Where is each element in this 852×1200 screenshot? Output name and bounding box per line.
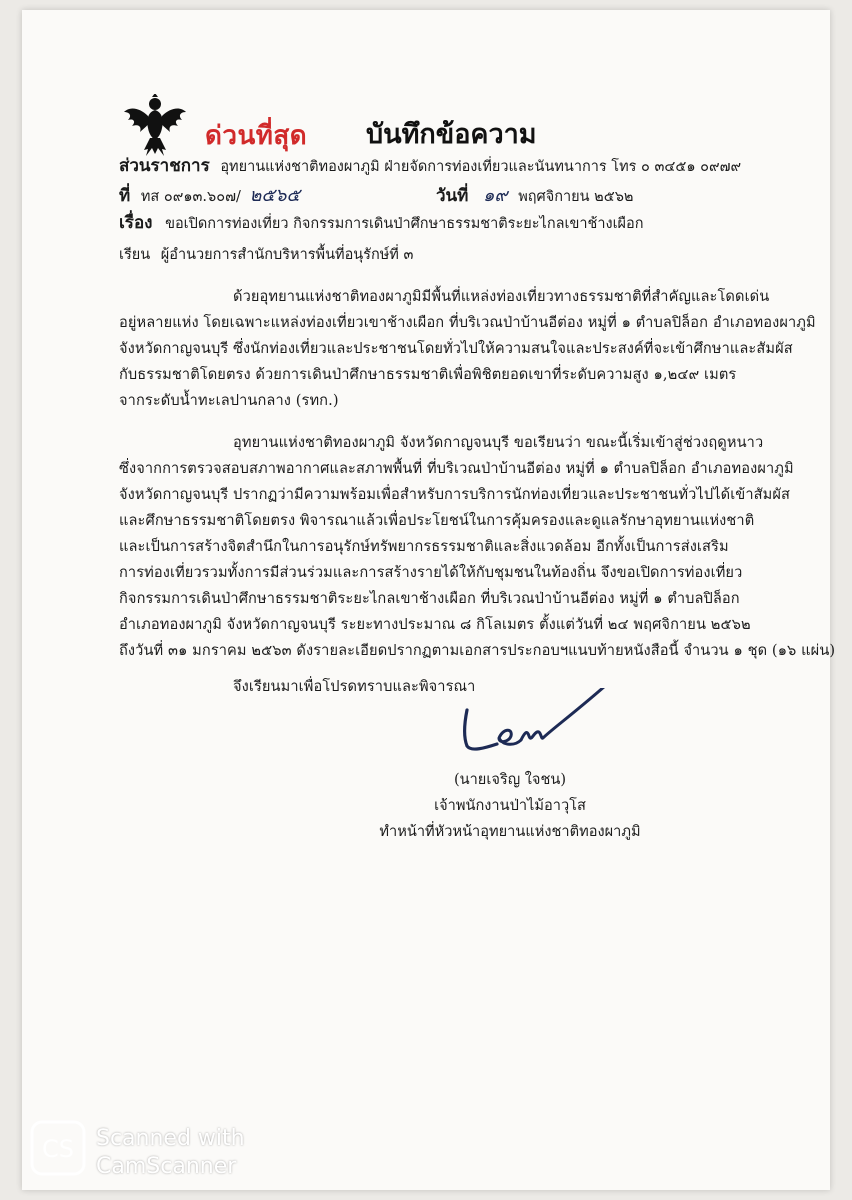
signatory-acting-role: ทำหน้าที่หัวหน้าอุทยานแห่งชาติทองผาภูมิ [379, 823, 641, 840]
paragraph2-line: ถึงวันที่ ๓๑ มกราคม ๒๕๖๓ ดังรายละเอียดปรากฏตามเอกสารประกอบฯแนบท้ายหนังสือนี้ จำนวน ๑ ชุด (๑๖ แผ่น) [119, 642, 836, 659]
signatory-position: เจ้าพนักงานป่าไม้อาวุโส [434, 797, 586, 814]
reference-number: ๒๕๖๕ [249, 185, 301, 206]
recipient-label: เรียน [119, 247, 151, 263]
paragraph1-line: จากระดับน้ำทะเลปานกลาง (รทก.) [119, 392, 339, 409]
agency-label: ส่วนราชการ [119, 156, 210, 176]
date-day: ๑๙ [482, 185, 508, 206]
reference-value: ทส ๐๙๑๓.๖๐๗/ [140, 189, 241, 205]
paragraph2-line: อำเภอทองผาภูมิ จังหวัดกาญจนบุรี ระยะทางประมาณ ๘ กิโลเมตร ตั้งแต่วันที่ ๒๔ พฤศจิกายน ๒๕๖๒ [119, 616, 751, 633]
closing-line: จึงเรียนมาเพื่อโปรดทราบและพิจารณา [233, 678, 476, 695]
garuda-emblem-icon [122, 94, 188, 158]
signatory-name: (นายเจริญ ใจชน) [453, 771, 567, 788]
paragraph2-line: และศึกษาธรรมชาติโดยตรง พิจารณาแล้วเพื่อประโยชน์ในการคุ้มครองและดูแลรักษาอุทยานแห่งชาติ [119, 512, 755, 529]
urgency-stamp: ด่วนที่สุด [205, 121, 308, 151]
svg-text:CS: CS [42, 1135, 74, 1163]
subject-line [119, 209, 644, 236]
camscanner-logo-icon [30, 1120, 86, 1176]
recipient-line [119, 243, 413, 266]
memo-title: บันทึกข้อความ [366, 119, 537, 150]
subject-value: ขอเปิดการท่องเที่ยว กิจกรรมการเดินป่าศึกษาธรรมชาติระยะไกลเขาช้างเผือก [165, 216, 644, 232]
paragraph2-line: กิจกรรมการเดินป่าศึกษาธรรมชาติระยะไกลเขาช้างเผือก ที่บริเวณป่าบ้านอีต่อง หมู่ที่ ๑ ตำบลปิล็อก [119, 590, 740, 607]
paragraph2-line: ซึ่งจากการตรวจสอบสภาพอากาศและสภาพพื้นที่ ที่บริเวณป่าบ้านอีต่อง หมู่ที่ ๑ ตำบลปิล็อก อำเภอทองผาภูมิ [119, 460, 794, 477]
date-value: พฤศจิกายน ๒๕๖๒ [518, 189, 634, 205]
paragraph1-line: ด้วยอุทยานแห่งชาติทองผาภูมิมีพื้นที่แหล่งท่องเที่ยวทางธรรมชาติที่สำคัญและโดดเด่น [233, 288, 770, 305]
agency-line [119, 152, 741, 179]
date-line [436, 180, 633, 209]
agency-value: อุทยานแห่งชาติทองผาภูมิ ฝ่ายจัดการท่องเที่ยวและนันทนาการ โทร ๐ ๓๔๕๑ ๐๙๗๙ [220, 159, 742, 175]
paragraph1-line: จังหวัดกาญจนบุรี ซึ่งนักท่องเที่ยวและประชาชนโดยทั่วไปให้ความสนใจและประสงค์ที่จะเข้าศึกษาและสัมผัส [119, 340, 793, 357]
recipient-value: ผู้อำนวยการสำนักบริหารพื้นที่อนุรักษ์ที่ ๓ [160, 247, 414, 263]
paragraph2-line: จังหวัดกาญจนบุรี ปรากฏว่ามีความพร้อมเพื่อสำหรับการบริการนักท่องเที่ยวและประชาชนทั่วไปได้เข้าสัมผัส [119, 486, 791, 503]
paragraph1-line: กับธรรมชาติโดยตรง ด้วยการเดินป่าศึกษาธรรมชาติเพื่อพิชิตยอดเขาที่ระดับความสูง ๑,๒๔๙ เมตร [119, 366, 737, 383]
subject-label: เรื่อง [119, 213, 153, 233]
handwritten-signature [455, 688, 615, 768]
scanner-watermark-line1: Scanned with [96, 1126, 245, 1151]
reference-label: ที่ [119, 186, 131, 206]
paragraph2-line: และเป็นการสร้างจิตสำนึกในการอนุรักษ์ทรัพยากรธรรมชาติและสิ่งแวดล้อม อีกทั้งเป็นการส่งเสริม [119, 538, 729, 555]
paragraph2-line: อุทยานแห่งชาติทองผาภูมิ จังหวัดกาญจนบุรี ขอเรียนว่า ขณะนี้เริ่มเข้าสู่ช่วงฤดูหนาว [233, 434, 764, 451]
paragraph1-line: อยู่หลายแห่ง โดยเฉพาะแหล่งท่องเที่ยวเขาช้างเผือก ที่บริเวณป่าบ้านอีต่อง หมู่ที่ ๑ ตำบลปิล็อก อำเภอทองผาภูมิ [119, 314, 816, 331]
date-label: วันที่ [436, 186, 469, 206]
paragraph2-line: การท่องเที่ยวรวมทั้งการมีส่วนร่วมและการสร้างรายได้ให้กับชุมชนในท้องถิ่น จึงขอเปิดการท่องเที่ยว [119, 564, 743, 581]
reference-line [119, 180, 300, 209]
scanner-watermark-line2: CamScanner [96, 1154, 237, 1179]
